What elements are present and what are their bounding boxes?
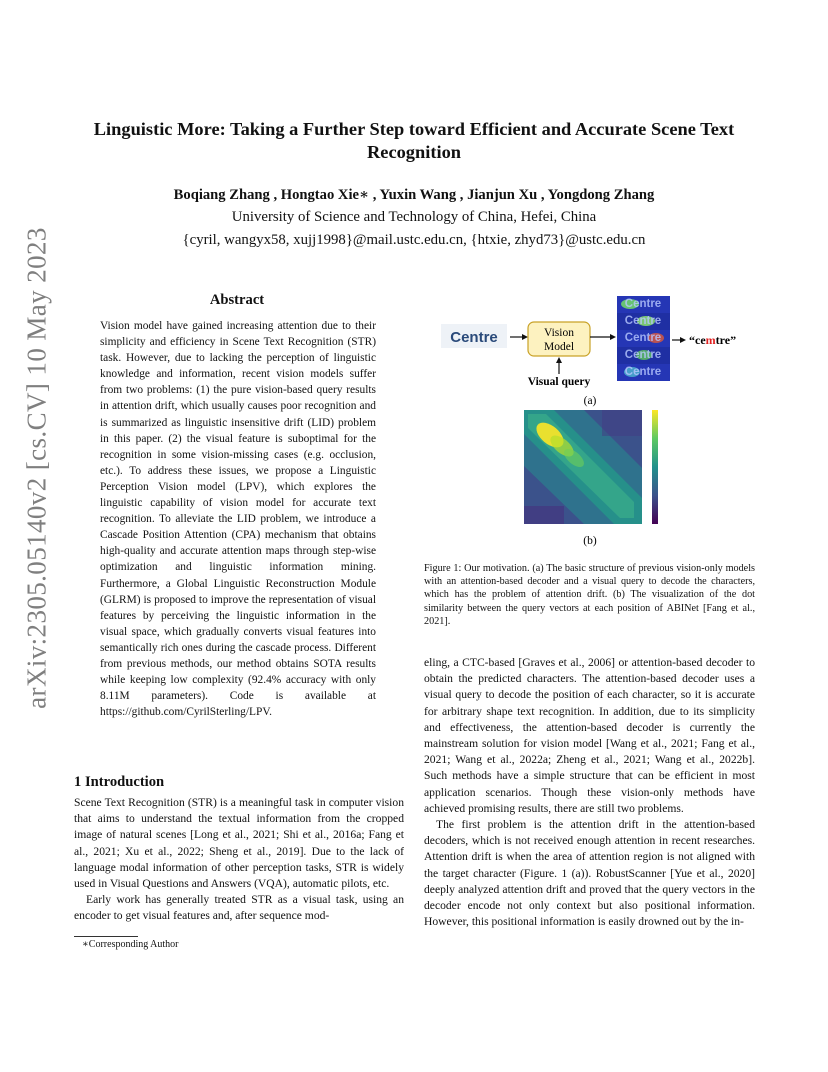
affiliation: University of Science and Technology of China, Hefei, China [231,209,597,225]
arrowhead-icon [680,337,686,343]
abstract-heading: Abstract [209,292,265,308]
svg-text:Centre: Centre [624,315,662,327]
arrowhead-icon [522,334,528,340]
model-label-2: Model [543,341,575,353]
svg-text:Centre: Centre [624,366,662,378]
arxiv-identifier [21,227,52,709]
label-b: (b) [583,535,597,547]
model-label-1: Vision [544,327,574,339]
heatmap-colorbar [652,410,658,524]
figure-1 [424,286,755,556]
arrowhead-icon [610,334,616,340]
figure-1-caption: Figure 1: Our motivation. (a) The basic structure of previous vision-only models with an attention-based decoder and a visual query to decode the characters, which has the problem of attention drift. (b) The visualization of the dot similarity between the query vectors at each position of ABINet [Fang et al., 2021]. [424,563,755,627]
similarity-heatmap [524,410,642,524]
label-a: (a) [583,395,597,407]
input-word-text: Centre [450,329,498,346]
paragraph: eling, a CTC-based [Graves et al., 2006] or attention-based decoder to obtain the predicted characters. The attention-based decoder uses a visual query to decode the position of each character, so it is accurate for arbitrary shape text recognition. In addition, due to its simplicity and effectiveness, the attention-based decoder is currently the mainstream solution for vision model [Wang et al., 2021; Fang et al., 2021; Wang et al., 2022a; Zheng et al., 2021; Wang et al., 2022b]. Such methods have a simple structure that can be efficient in most application scenarios. Though these vision-only methods have achieved promising results, there are still two problems. [424,656,755,815]
svg-text:Centre: Centre [624,332,662,344]
visual-query-label: Visual query [527,376,591,388]
paragraph: Scene Text Recognition (STR) is a meaningful task in computer vision that aims to understand the textual information from the cropped image of natural scenes [Long et al., 2021; Shi et al., 2016a; Fang et al., 2021; Xu et al., 2022; Sheng et al., 2019]. Due to the lack of language modal information of other perception tasks, STR is widely used in Visual Questions and Answers (VQA), automatic pilots, etc. [74,796,404,891]
paper-title: Linguistic More: Taking a Further Step toward Efficient and Accurate Scene Text Recognition [93,119,735,162]
abstract-body: Vision model have gained increasing attention due to their simplicity and efficiency in Scene Text Recognition (STR) task. However, due to lacking the perception of linguistic knowledge and information, recent vision models suffer from two problems: (1) the pure vision-based query results in attention drift, which usually causes poor recognition and is summarized as linguistic insensitive drift (LID) problem in this paper. (2) the visual feature is suboptimal for the recognition in some vision-missing cases (e.g. occlusion, etc.). To address these issues, we propose a Linguistic Perception Vision model (LPV), which explores the linguistic capability of vision model for accurate text recognition. To alleviate the LID problem, we introduce a Cascade Position Attention (CPA) mechanism that obtains high-quality and accurate attention maps through step-wise optimization and linguistic information mining. Furthermore, a Global Linguistic Reconstruction Module (GLRM) is proposed to improve the representation of visual features by perceiving the linguistic information in the visual space, which gradually converts visual features into semantically rich ones during the cascade process. Different from previous methods, our method obtains SOTA results while keeping low complexity (92.4% accuracy with only 8.11M parameters). Code is available at https://github.com/CyrilSterling/LPV. [100,320,376,719]
right-column-body [424,655,755,930]
paragraph: Early work has generally treated STR as a visual task, using an encoder to get visual features and, after sequence mod- [74,893,404,923]
section-heading-introduction: 1 Introduction [74,774,165,790]
vision-model-box [528,322,590,356]
paragraph: The first problem is the attention drift in the attention-based decoders, which is not received enough attention in recent researches. Attention drift is when the area of attention region is not aligned with the target character (Figure. 1 (a)). RobustScanner [Yue et al., 2020] deeply analyzed attention drift and proved that the query vectors in the decoder encode not only context but also positional information. However, this positional information is easily drowned out by the in- [424,818,755,929]
svg-text:Centre: Centre [624,349,662,361]
attention-maps-stack [617,296,670,381]
arrowhead-icon [556,357,562,363]
predicted-output: “cemtre” [689,333,737,347]
footnote: ∗Corresponding Author [82,939,179,950]
introduction-body [74,795,404,925]
input-word-image [441,324,507,348]
author-emails: {cyril, wangyx58, xujj1998}@mail.ustc.edu.cn, {htxie, zhyd73}@ustc.edu.cn [182,232,646,248]
figure-1-graphic [424,286,755,556]
author-list: Boqiang Zhang , Hongtao Xie∗ , Yuxin Wang , Jianjun Xu , Yongdong Zhang [173,187,655,203]
svg-text:Centre: Centre [624,298,662,310]
arxiv-id-text: arXiv:2305.05140v2 [cs.CV] 10 May 2023 [21,227,52,709]
footnote-rule [74,936,138,937]
